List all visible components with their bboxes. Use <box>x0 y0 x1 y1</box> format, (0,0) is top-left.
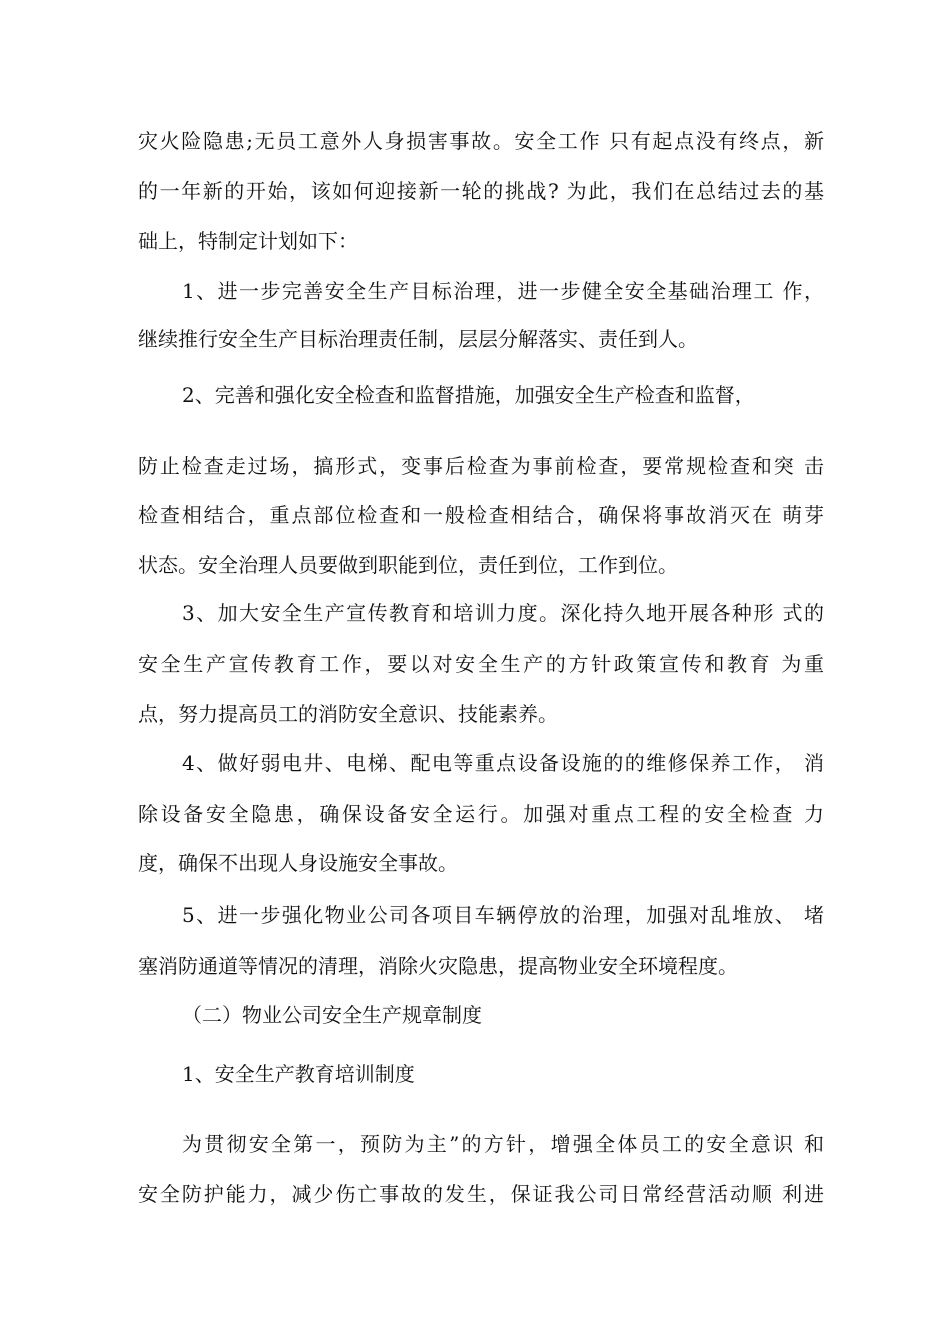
text-line: 状态。安全治理人员要做到职能到位，责任到位，工作到位。 <box>138 553 678 577</box>
text-line: 检查相结合，重点部位检查和一般检查相结合，确保将事故消灭在 萌芽 <box>138 503 824 527</box>
text-line: 安全生产宣传教育工作，要以对安全生产的方针政策宣传和教育 为重 <box>138 652 824 676</box>
text-line: 塞消防通道等情况的清理，消除火灾隐患，提高物业安全环境程度。 <box>138 954 738 978</box>
text-line: 3、加大安全生产宣传教育和培训力度。深化持久地开展各种形 式的 <box>182 601 824 625</box>
text-line: 点，努力提高员工的消防安全意识、技能素养。 <box>138 702 558 726</box>
section-heading: （二）物业公司安全生产规章制度 <box>182 1003 482 1027</box>
text-line: 度，确保不出现人身设施安全事故。 <box>138 851 458 875</box>
text-line: 2、完善和强化安全检查和监督措施，加强安全生产检查和监督， <box>182 383 755 407</box>
text-line: 1、进一步完善安全生产目标治理，进一步健全安全基础治理工 作， <box>182 279 824 303</box>
text-line: 5、进一步强化物业公司各项目车辆停放的治理，加强对乱堆放、 堵 <box>182 903 824 927</box>
text-line: 安全防护能力，减少伤亡事故的发生，保证我公司日常经营活动顺 利进 <box>138 1182 824 1206</box>
text-line: 础上，特制定计划如下： <box>138 229 358 253</box>
text-line: 的一年新的开始，该如何迎接新一轮的挑战? 为此，我们在总结过去的基 <box>138 179 824 203</box>
text-line: 防止检查走过场，搞形式，变事后检查为事前检查，要常规检查和突 击 <box>138 454 824 478</box>
text-line: 灾火险隐患;无员工意外人身损害事故。安全工作 只有起点没有终点，新 <box>138 129 824 153</box>
text-line: 继续推行安全生产目标治理责任制，层层分解落实、责任到人。 <box>138 327 698 351</box>
subsection-heading: 1、安全生产教育培训制度 <box>182 1062 415 1086</box>
text-line: 4、做好弱电井、电梯、配电等重点设备设施的的维修保养工作， 消 <box>182 751 824 775</box>
text-line: 为贯彻安全第一，预防为主”的方针，增强全体员工的安全意识 和 <box>182 1132 824 1156</box>
text-line: 除设备安全隐患，确保设备安全运行。加强对重点工程的安全检查 力 <box>138 802 824 826</box>
